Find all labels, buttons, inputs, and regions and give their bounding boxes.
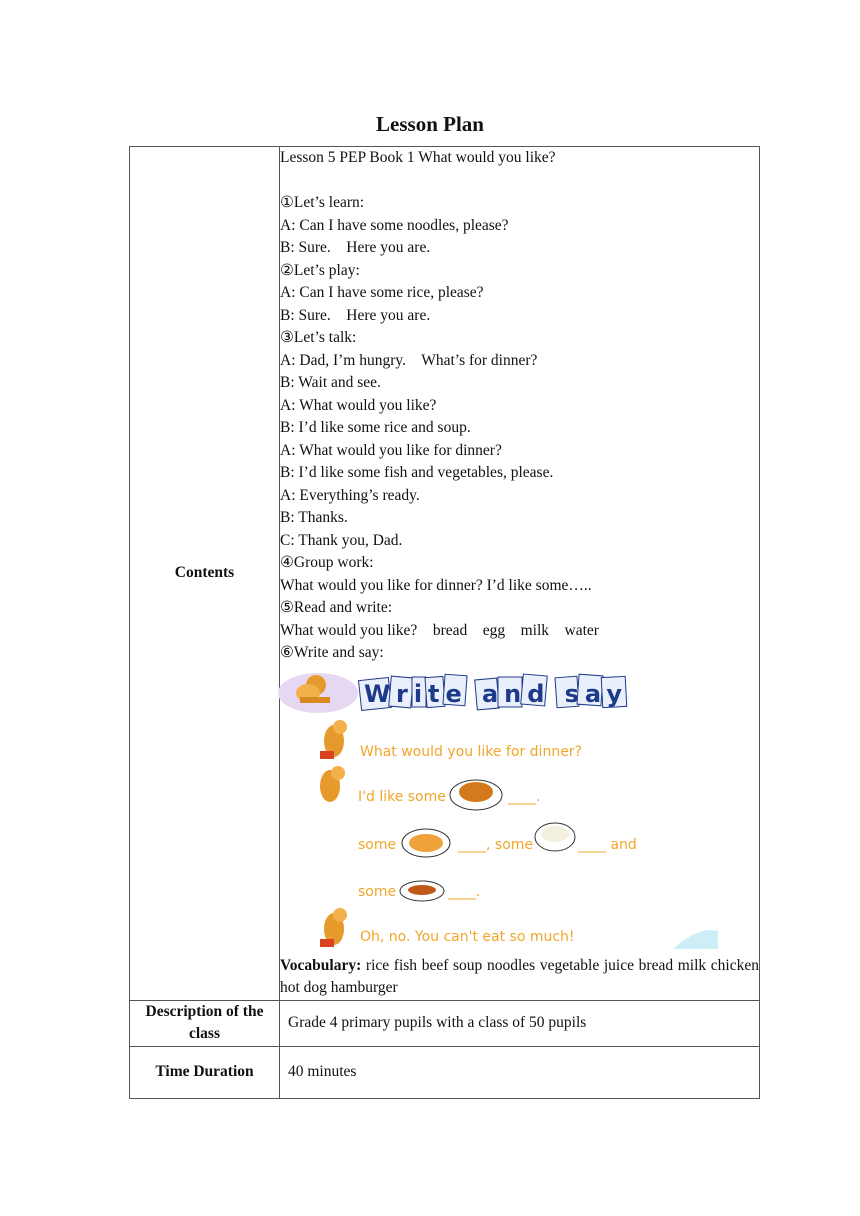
content-line: What would you like for dinner? I’d like some….. [280, 576, 592, 594]
content-line: A: Can I have some noodles, please? [280, 216, 509, 234]
content-line: B: Wait and see. [280, 374, 381, 391]
content-line: B: I’d like some rice and soup. [280, 419, 471, 436]
squirrel-icon [320, 720, 347, 759]
content-line: Lesson 5 PEP Book 1 What would you like? [280, 149, 556, 166]
bread-plate-icon [402, 829, 450, 857]
vocabulary-label: Vocabulary: [280, 956, 362, 974]
squirrel-icon [320, 766, 345, 802]
rice-bowl-icon [535, 823, 575, 851]
content-line: A: Can I have some rice, please? [280, 284, 484, 301]
content-line: A: Dad, I’m hungry. What’s for dinner? [280, 351, 538, 369]
vocabulary-text: rice fish beef soup noodles vegetable juice bread milk chicken hot dog hamburger [280, 956, 759, 996]
chicken-plate-icon [450, 780, 502, 810]
question-text: What would you like for dinner? [360, 743, 582, 760]
fish-plate-icon [400, 881, 444, 901]
description-label: Description of the class [130, 1000, 280, 1046]
content-line: B: Sure. Here you are. [280, 306, 431, 324]
table-row [130, 1000, 760, 1046]
blank-text: ____ and [578, 836, 637, 853]
blank-text: ____, some [458, 836, 534, 853]
squirrel-icon [320, 908, 347, 947]
write-and-say-figure [278, 671, 728, 951]
content-line: B: I’d like some fish and vegetables, please. [280, 464, 554, 481]
content-line: ②Let’s play: [280, 261, 360, 279]
some-text: some [358, 836, 397, 853]
exclaim-text: Oh, no. You can't eat so much! [360, 928, 575, 945]
content-line: ①Let’s learn: [280, 194, 365, 211]
content-line: A: Everything’s ready. [280, 486, 420, 504]
content-line [280, 170, 759, 193]
content-line: C: Thank you, Dad. [280, 531, 403, 549]
decorative-shape [673, 930, 718, 949]
lesson-plan-table [129, 146, 760, 1099]
contents-label: Contents [130, 147, 280, 1001]
content-line: ⑥Write and say: [280, 644, 384, 661]
table-row [130, 1046, 760, 1098]
page-title: Lesson Plan [376, 112, 484, 136]
blank-text: ____. [448, 883, 481, 900]
banner-text: Write and say [364, 679, 622, 708]
content-line: B: Thanks. [280, 509, 348, 526]
blank-text: ____. [508, 788, 541, 805]
content-line: B: Sure. Here you are. [280, 239, 431, 256]
content-line: ⑤Read and write: [280, 599, 393, 616]
write-and-say-illustration [278, 671, 728, 951]
time-label: Time Duration [130, 1046, 280, 1098]
content-line: ③Let’s talk: [280, 329, 357, 346]
vocabulary [280, 955, 759, 1000]
time-value: 40 minutes [280, 1046, 760, 1098]
content-line: A: What would you like for dinner? [280, 441, 502, 459]
content-line: ④Group work: [280, 554, 374, 571]
contents-cell [280, 147, 760, 1001]
content-line: A: What would you like? [280, 396, 437, 414]
description-value: Grade 4 primary pupils with a class of 50 pupils [280, 1000, 760, 1046]
some-text: some [358, 883, 397, 900]
answer-text: I'd like some [358, 788, 446, 805]
content-line: What would you like? bread egg milk water [280, 621, 599, 639]
table-row [130, 147, 760, 1001]
contents-lines [280, 147, 759, 665]
